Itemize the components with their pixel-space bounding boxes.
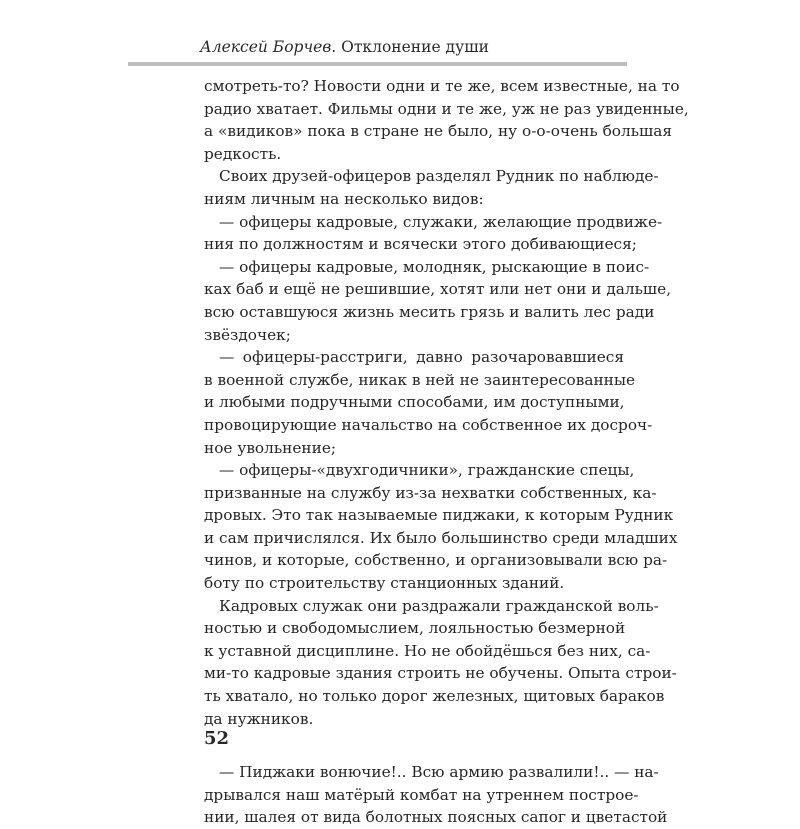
dialogue-start-line: — Пиджаки вонючие!.. Всю армию развалили!.. — на- [219,763,659,782]
text-line: редкость. [204,144,282,163]
list-item-line: — офицеры кадровые, молодняк, рыскающие в поис- [219,257,650,276]
page-number: 52 [204,728,230,749]
text-line: боту по строительству станционных зданий. [204,574,565,593]
text-line: ниям личным на несколько видов: [204,189,484,208]
text-line: дровых. Это так называемые пиджаки, к которым Рудник [204,506,674,525]
body-text [204,75,689,829]
text-line: чинов, и которые, собственно, и организовывали всю ра- [204,551,668,570]
text-line: звёздочек; [204,325,291,344]
running-header: Алексей Борчев. Отклонение души [200,38,489,56]
list-item-line: — офицеры-«двухгодичники», гражданские спецы, [219,461,635,480]
text-line: радио хватает. Фильмы одни и те же, уж не раз увиденные, [204,99,689,118]
text-line: всю оставшуюся жизнь месить грязь и валить лес ради [204,302,655,321]
text-line: к уставной дисциплине. Но не обойдёшься без них, са- [204,641,651,660]
text-line: в военной службе, никак в ней не заинтересованные [204,370,636,389]
text-line: ностью и свободомыслием, лояльностью безмерной [204,619,626,638]
text-line: ть хватало, но только дорог железных, щитовых бараков [204,687,665,706]
header-title: Отклонение души [341,38,489,56]
text-line: ках баб и ещё не решившие, хотят или нет они и дальше, [204,280,672,299]
paragraph-start-line: Своих друзей-офицеров разделял Рудник по наблюде- [219,167,659,186]
text-line: призванные на службу из-за нехватки собственных, ка- [204,483,657,502]
text-line: смотреть-то? Новости одни и те же, всем известные, на то [204,77,680,95]
text-line: да нужников. [204,709,314,728]
section-gap [204,730,624,761]
text-line: ния по должностям и всячески этого добивающиеся; [204,235,637,254]
text-line: ми-то кадровые здания строить не обучены. Опыта строи- [204,664,677,683]
text-line: и любыми подручными способами, им доступными, [204,393,625,412]
header-author: Алексей Борчев [200,38,332,56]
text-line: ное увольнение; [204,438,337,457]
paragraph-start-line: Кадровых служак они раздражали гражданской воль- [219,596,659,615]
text-line: дрывался наш матёрый комбат на утреннем построе- [204,785,639,804]
header-rule [128,62,627,66]
text-line: провоцирующие начальство на собственное их досроч- [204,415,653,434]
text-line: нии, шалея от вида болотных поясных сапог и цветастой [204,808,668,827]
list-item-line: — офицеры-расстриги, давно разочаровавшиеся [219,348,624,367]
list-item-line: — офицеры кадровые, служаки, желающие продвиже- [219,212,663,231]
text-line: а «видиков» пока в стране не было, ну о-о-очень большая [204,122,673,141]
text-line: и сам причислялся. Их было большинство среди младших [204,528,678,547]
